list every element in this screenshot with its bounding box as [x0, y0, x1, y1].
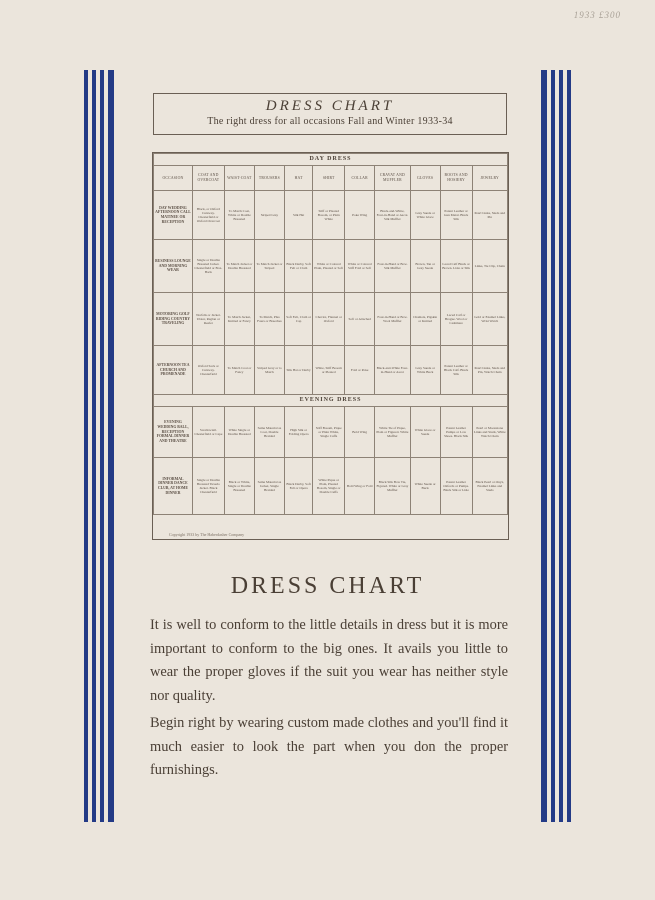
table-cell: Soft Felt, Cloth or Cap [284, 293, 312, 346]
occasion-cell: EVENING WEDDING BALL, RECEPTION FORMAL DINNER AND THEATRE [154, 407, 193, 458]
table-cell: Striped Gray [254, 191, 284, 240]
occasion-cell: AFTERNOON TEA CHURCH AND PROMENADE [154, 346, 193, 395]
table-cell: White Pique or Plain, Pleated Bosom, Single or Double Cuffs [313, 458, 345, 515]
occasion-cell: INFORMAL DINNER DANCE CLUB, AT HOME DINNER [154, 458, 193, 515]
table-cell: Single or Double Breasted Jacket. Chesterfield or Box-Back [192, 240, 224, 293]
table-cell: Poke Wing [345, 191, 375, 240]
table-cell: To Match Jacket or Double Breasted [224, 240, 254, 293]
table-cell: Black-and-White, Four-in-Hand or Ascot. Silk Muffler [375, 191, 410, 240]
column-header: HAT [284, 166, 312, 191]
column-header: TROUSERS [254, 166, 284, 191]
table-cell: Single or Double Breasted Tuxedo Jacket. Black Chesterfield [192, 458, 224, 515]
table-row [154, 240, 508, 293]
table-cell: Striped Gray or to Match [254, 346, 284, 395]
chart-title-box [153, 93, 507, 135]
table-cell: White Suede or Buck [410, 458, 440, 515]
body-paragraph-1: It is well to conform to the little details in dress but it is more important to conform to the big ones. It avails you little to wear the proper gloves if the suit you wear has neither style nor quality. [150, 617, 508, 704]
occasion-cell: MOTORING GOLF RIDING COUNTRY TRAVELING [154, 293, 193, 346]
page-heading: DRESS CHART [230, 573, 425, 599]
table-cell: Same Material as Jacket, Single Braided [254, 458, 284, 515]
table-cell: Gray Suede or White Glace [410, 191, 440, 240]
table-cell: Bold Wing or Fold [345, 458, 375, 515]
table-cell: Black Pearl or Onyx, Enamel Links and Studs [472, 458, 507, 515]
body-paragraph-2: Begin right by wearing custom made clothes and you'll find it much easier to look the part when you don the proper furnishings. [150, 715, 508, 778]
table-row [154, 293, 508, 346]
table-cell: Chamois, Pigskin or Knitted [410, 293, 440, 346]
column-header: OCCASION [154, 166, 193, 191]
table-cell: Swallowtail. Chesterfield or Cape [192, 407, 224, 458]
evening-dress-header: EVENING DRESS [154, 395, 508, 407]
table-cell: Fold or Poke [345, 346, 375, 395]
table-cell: White, Stiff Bosom or Pleated [313, 346, 345, 395]
chart-subtitle: The right dress for all occasions Fall and Winter 1933-34 [207, 116, 453, 127]
day-dress-header: DAY DRESS [154, 154, 508, 166]
table-cell: Patent Leather Pumps or Low Shoes. Black Silk [440, 407, 472, 458]
table-cell: Four-in-Hand or Bow. Silk Muffler [375, 240, 410, 293]
table-cell: To Match, Plus Fours or Breeches [254, 293, 284, 346]
table-cell: Laced Calf or Brogue. Wool or Cashmere [440, 293, 472, 346]
table-cell: Norfolk or Jacket. Ulster, Raglan or Reefer [192, 293, 224, 346]
table-cell: Gray Suede or White Buck [410, 346, 440, 395]
table-cell: Gold or Enamel Links, Wrist Watch [472, 293, 507, 346]
table-cell: Soft or Attached [345, 293, 375, 346]
occasion-cell: DAY WEDDING AFTERNOON CALL MATINEE OR RECEPTION [154, 191, 193, 240]
table-cell: Same Material as Coat, Double Braided [254, 407, 284, 458]
table-cell: Black Derby, Soft Felt or Opera [284, 458, 312, 515]
column-header: GLOVES [410, 166, 440, 191]
table-cell: Stiff Bosom, Pique or Plain White, Single Cuffs [313, 407, 345, 458]
table-cell: Black Derby, Soft Felt or Cloth [284, 240, 312, 293]
table-cell: To Match Coat, White or Double Breasted [224, 191, 254, 240]
table-cell: To Match Jacket, Knitted or Fancy [224, 293, 254, 346]
table-cell: Four-in-Hand or Bow. Wool Muffler [375, 293, 410, 346]
table-cell: To Match Jacket or Striped [254, 240, 284, 293]
table-cell: White or Colored Stiff Fold or Soft [345, 240, 375, 293]
left-blue-stripes [84, 70, 118, 822]
table-cell: Pearl or Moonstone Links and Studs, White Watch Chain [472, 407, 507, 458]
table-cell: Patent Leather or Black Calf. Black Silk [440, 346, 472, 395]
column-header: CRAVAT AND MUFFLER [375, 166, 410, 191]
copyright-line: Copyright 1933 by The Haberdasher Company [169, 532, 245, 537]
table-cell: White Single or Double Breasted [224, 407, 254, 458]
table-row [154, 346, 508, 395]
table-cell: Patent Leather Oxfords or Pumps. Black Silk or Lisle [440, 458, 472, 515]
table-cell: Laced Calf Black or Brown. Lisle or Silk [440, 240, 472, 293]
column-header: COLLAR [345, 166, 375, 191]
column-header: BOOTS AND HOSIERY [440, 166, 472, 191]
table-cell: To Match Coat or Fancy [224, 346, 254, 395]
table-row [154, 407, 508, 458]
column-header-row [154, 166, 508, 191]
table-cell: Black or White, Single or Double Breasted [224, 458, 254, 515]
table-cell: Pearl Links, Studs and Pin, Watch Chain [472, 346, 507, 395]
column-header: SHIRT [313, 166, 345, 191]
corner-handwritten-note: 1933 £300 [573, 10, 621, 20]
table-cell: Cheviot, Flannel or Oxford [313, 293, 345, 346]
table-cell: Black, or Oxford Cutaway. Chesterfield or Oxford Overcoat [192, 191, 224, 240]
table-cell: Black-and-White Four-in-Hand or Ascot [375, 346, 410, 395]
dress-chart-table [152, 152, 509, 540]
table-cell: High Silk or Folding Opera [284, 407, 312, 458]
right-blue-stripes [541, 70, 575, 822]
table-cell: Oxford Sack or Cutaway. Chesterfield [192, 346, 224, 395]
table-cell: Silk Hat or Derby [284, 346, 312, 395]
chart-title: DRESS CHART [265, 98, 395, 114]
table-cell: Black Silk Bow Tie, Figured. White or Gray Muffler [375, 458, 410, 515]
table-cell: White or Colored Plain, Pleated or Soft [313, 240, 345, 293]
table-cell: Patent Leather or Gun Metal. Black Silk [440, 191, 472, 240]
column-header: WAIST-COAT [224, 166, 254, 191]
table-cell: White Glace or Suede [410, 407, 440, 458]
table-cell: Brown, Tan or Gray Suede [410, 240, 440, 293]
table-row [154, 458, 508, 515]
table-cell: Stiff or Pleated Bosom, or Plain White [313, 191, 345, 240]
column-header: COAT AND OVERCOAT [192, 166, 224, 191]
table-row [154, 191, 508, 240]
table-cell: Links, Tie Clip, Chain [472, 240, 507, 293]
occasion-cell: BUSINESS LOUNGE AND MORNING WEAR [154, 240, 193, 293]
table-cell: White Tie of Pique, Plain or Figured. White Muffler [375, 407, 410, 458]
table-cell: Silk Hat [284, 191, 312, 240]
column-header: JEWELRY [472, 166, 507, 191]
table-cell: Pearl Links, Studs and Pin [472, 191, 507, 240]
table-cell: Bold Wing [345, 407, 375, 458]
